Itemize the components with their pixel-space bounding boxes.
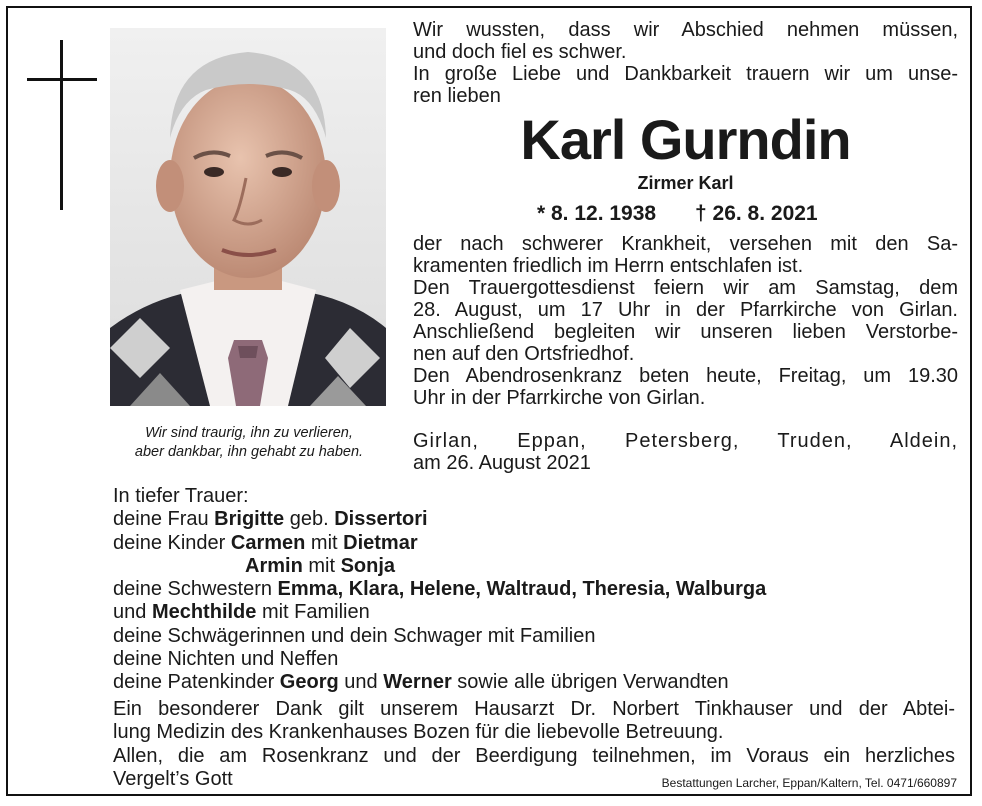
thanks-line: Allen, die am Rosenkranz und der Beerdigung teilnehmen, im Voraus ein herzliches [113,744,955,767]
date-line: am 26. August 2021 [413,452,591,474]
mourner-connector: und [113,601,152,624]
birth-date: * 8. 12. 1938 [537,202,657,225]
body-line: Anschließend begleiten wir unseren lieben Verstorbe- [413,321,958,343]
mourner-relation: deine Frau [113,508,215,531]
thanks-line: lung Medizin des Krankenhauses Bozen für die liebevolle Betreuung. [113,721,724,744]
cross-horizontal-bar [27,78,97,81]
body-line: nen auf den Ortsfriedhof. [413,343,635,365]
mourner-nieces: deine Nichten und Neffen [113,648,339,671]
intro-line: In große Liebe und Dankbarkeit trauern wir um unse- [413,63,958,85]
mourner-relation: deine Patenkinder [113,671,280,694]
caption-line: Wir sind traurig, ihn zu verlieren, [145,425,353,441]
mourner-sisters [113,578,963,601]
body-line: 28. August, um 17 Uhr in der Pfarrkirche von Girlan. [413,299,958,321]
cross-vertical-bar [60,40,63,210]
intro-line: ren lieben [413,85,501,107]
mourner-connector: sowie alle übrigen Verwandten [451,671,729,694]
mourner-relation: deine Schwestern [113,578,278,601]
mourner-name: Carmen [230,531,306,554]
mourner-connector: geb. [284,508,335,531]
mourner-children [113,532,963,555]
deceased-name: Karl Gurndin [520,108,851,171]
body-line: Den Trauergottesdienst feiern wir am Samstag, dem [413,277,958,299]
mourner-name: Armin [245,554,303,577]
mourner-children-second [113,555,963,578]
intro-text [413,19,958,107]
body-line: Den Abendrosenkranz beten heute, Freitag, um 19.30 [413,365,958,387]
mourner-godchildren [113,671,963,694]
mourner-connector: mit [305,531,344,554]
intro-line: Wir wussten, dass wir Abschied nehmen müssen, [413,19,958,41]
thanks-line: Vergelt’s Gott [113,767,233,790]
caption-line: aber dankbar, ihn gehabt zu haben. [134,444,364,460]
portrait-illustration [110,28,386,406]
mourner-inlaws: deine Schwägerinnen und dein Schwager mit Familien [113,624,596,647]
mourner-wife [113,508,963,531]
mourner-name: Sonja [340,554,396,577]
body-line: kramenten friedlich im Herrn entschlafen ist. [413,255,804,277]
thanks-line: Ein besonderer Dank gilt unserem Hausarzt Dr. Norbert Tinkhauser und der Abtei- [113,698,955,720]
portrait-photo [110,28,386,406]
death-date: † 26. 8. 2021 [695,202,818,225]
service-text [413,233,958,409]
mourner-name: Emma, Klara, Helene, Waltraud, Theresia, Walburga [277,578,767,601]
mourner-connector: mit Familien [256,601,370,624]
intro-line: und doch fiel es schwer. [413,41,627,63]
mourner-connector: mit [302,554,341,577]
mourner-name: Mechthilde [151,601,257,624]
body-line: der nach schwerer Krankheit, versehen mit den Sa- [413,233,958,255]
mourner-name: Dietmar [343,531,418,554]
mourner-name: Werner [383,671,452,694]
photo-caption [104,424,394,462]
mourners-heading: In tiefer Trauer: [113,485,249,507]
mourner-name: Brigitte [214,508,285,531]
place-and-date [413,430,958,474]
deceased-nickname: Zirmer Karl [637,173,734,193]
mourner-name: Dissertori [334,508,428,531]
places-line: Girlan, Eppan, Petersberg, Truden, Aldein, [413,430,958,452]
mourners-list [113,485,963,695]
mourner-relation: deine Kinder [113,531,231,554]
body-line: Uhr in der Pfarrkirche von Girlan. [413,387,706,409]
mourner-connector: und [338,671,384,694]
mourner-name: Georg [279,671,339,694]
funeral-home-footer: Bestattungen Larcher, Eppan/Kaltern, Tel. 0471/660897 [661,776,957,790]
mourner-sister-last [113,601,963,624]
